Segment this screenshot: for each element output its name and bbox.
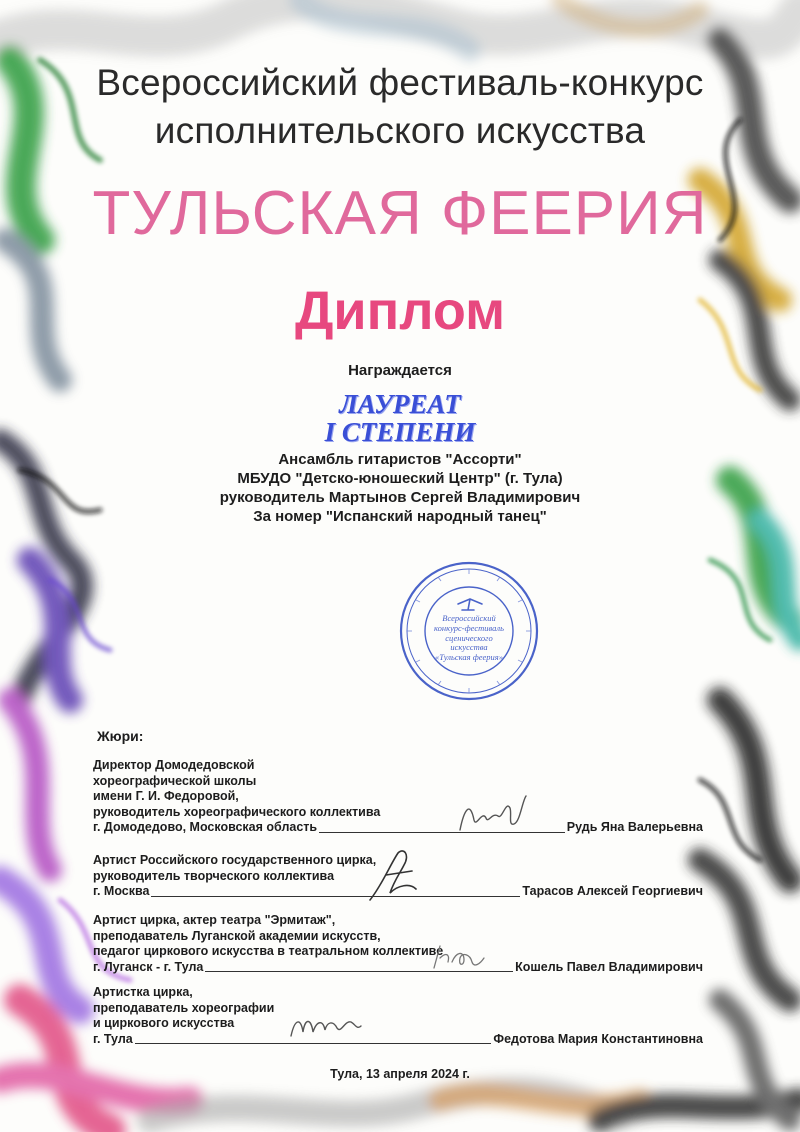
jury-member-2-name: Тарасов Алексей Георгиевич xyxy=(522,884,703,898)
official-seal xyxy=(398,560,540,702)
recipient-performance: За номер "Испанский народный танец" xyxy=(253,508,547,525)
jury-label: Жюри: xyxy=(97,728,144,744)
jury-member-4-name: Федотова Мария Константиновна xyxy=(493,1031,703,1046)
recipient-block xyxy=(0,450,800,526)
award-title xyxy=(0,390,800,446)
festival-heading-line1: Всероссийский фестиваль-конкурс xyxy=(96,62,704,103)
jury-member-4-location: г. Тула xyxy=(93,1031,133,1046)
recipient-institution: МБУДО "Детско-юношеский Центр" (г. Тула) xyxy=(237,470,563,487)
jury-member-4 xyxy=(93,985,703,1047)
jury-member-2-location: г. Москва xyxy=(93,884,150,898)
signature-2 xyxy=(360,845,430,907)
jury-member-1-title-line: Директор Домодедовской xyxy=(93,758,255,772)
recipient-ensemble: Ансамбль гитаристов "Ассорти" xyxy=(278,451,522,468)
jury-member-3-location: г. Луганск - г. Тула xyxy=(93,959,204,974)
signature-line xyxy=(151,895,520,897)
jury-member-3-title-line: Артист цирка, актер театра "Эрмитаж", xyxy=(93,913,336,927)
jury-member-3 xyxy=(93,913,703,975)
svg-text:сценического: сценического xyxy=(445,633,493,643)
svg-text:искусства: искусства xyxy=(450,642,488,652)
signature-1 xyxy=(452,790,532,842)
jury-member-1-name: Рудь Яна Валерьевна xyxy=(566,820,703,834)
awarded-label: Награждается xyxy=(348,362,452,379)
signature-4 xyxy=(285,1008,365,1044)
jury-member-4-title-line: преподаватель хореографии xyxy=(93,1000,275,1015)
jury-member-4-title-line: и циркового искусства xyxy=(93,1016,235,1030)
jury-member-1-title-line: руководитель хореографического коллектива xyxy=(93,804,381,819)
signature-3 xyxy=(428,938,488,974)
svg-text:конкурс-фестиваль: конкурс-фестиваль xyxy=(434,623,504,633)
award-line1: ЛАУРЕАТ xyxy=(339,389,461,419)
jury-member-3-name: Кошель Павел Владимирович xyxy=(515,959,703,974)
festival-heading-line2: исполнительского искусства xyxy=(154,110,646,151)
jury-member-1 xyxy=(93,758,703,836)
recipient-leader: руководитель Мартынов Сергей Владимирович xyxy=(219,489,581,506)
svg-text:«Тульская феерия»: «Тульская феерия» xyxy=(434,652,504,662)
jury-member-2-title-line: руководитель творческого коллектива xyxy=(93,868,335,883)
award-line2: I СТЕПЕНИ xyxy=(324,417,476,447)
jury-member-4-title-line: Артистка цирка, xyxy=(93,985,193,999)
jury-member-1-title-line: имени Г. И. Федоровой, xyxy=(93,789,239,803)
jury-member-3-title-line: педагог циркового искусства в театральном коллективе xyxy=(93,944,444,958)
issue-date: Тула, 13 апреля 2024 г. xyxy=(330,1067,470,1081)
jury-member-1-title-line: хореографической школы xyxy=(93,773,257,788)
festival-name: ТУЛЬСКАЯ ФЕЕРИЯ xyxy=(92,179,708,248)
svg-text:Всероссийский: Всероссийский xyxy=(442,613,496,623)
jury-member-2-title-line: Артист Российского государственного цирка, xyxy=(93,853,377,867)
jury-member-3-title-line: преподаватель Луганской академии искусств, xyxy=(93,928,381,943)
jury-member-1-location: г. Домодедово, Московская область xyxy=(93,820,318,834)
diploma-title: Диплом xyxy=(294,281,506,341)
